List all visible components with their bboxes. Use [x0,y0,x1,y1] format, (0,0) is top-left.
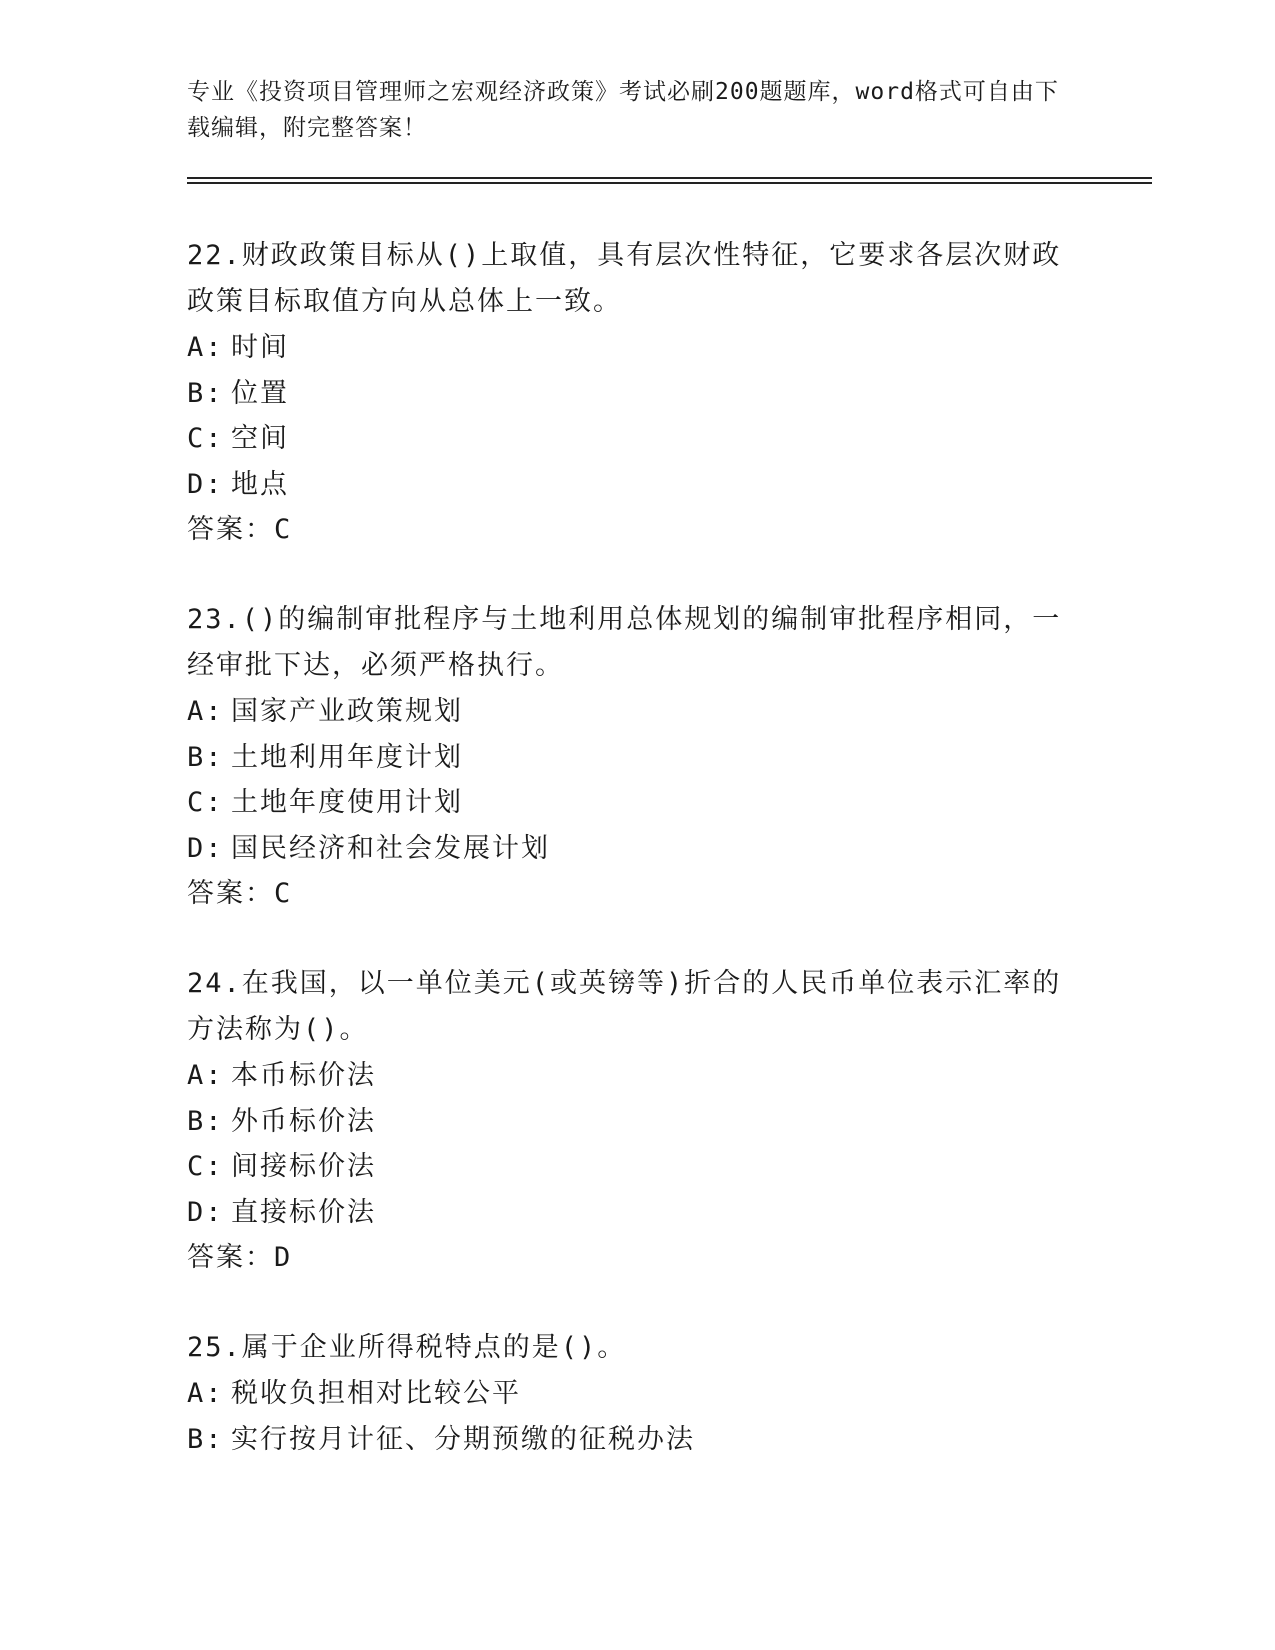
option-b [187,371,1077,417]
option-a [187,1053,1077,1099]
option-letter: A: [187,1378,224,1409]
option-text: 位置 [231,377,289,409]
question-stem: 23.()的编制审批程序与土地利用总体规划的编制审批程序相同，一经审批下达，必须严格执行。 [187,604,1062,681]
option-a [187,1371,1077,1417]
option-text: 国民经济和社会发展计划 [231,832,550,864]
question-25 [187,1325,1077,1462]
option-letter: C: [187,1151,224,1182]
option-text: 实行按月计征、分期预缴的征税办法 [231,1423,695,1455]
option-letter: A: [187,332,224,363]
option-c [187,1144,1077,1190]
answer-label: 答案： [187,878,274,909]
option-text: 直接标价法 [231,1196,376,1228]
option-a [187,325,1077,371]
option-b [187,1417,1077,1463]
question-23 [187,597,1077,917]
answer-line [187,507,1077,553]
option-letter: B: [187,1423,224,1455]
question-stem: 25.属于企业所得税特点的是()。 [187,1332,627,1363]
document-header: 专业《投资项目管理师之宏观经济政策》考试必刷200题题库，word格式可自由下载编辑，附完整答案！ [187,79,1059,141]
question-stem: 22.财政政策目标从()上取值，具有层次性特征，它要求各层次财政政策目标取值方向从总体上一致。 [187,240,1062,317]
option-text: 税收负担相对比较公平 [231,1378,521,1409]
option-letter: B: [187,1105,224,1137]
option-c [187,780,1077,826]
answer-line [187,1235,1077,1281]
option-text: 本币标价法 [231,1060,376,1091]
option-letter: B: [187,377,224,409]
option-letter: A: [187,1060,224,1091]
option-letter: D: [187,468,224,500]
option-letter: A: [187,696,224,727]
answer-label: 答案： [187,514,274,545]
option-text: 间接标价法 [231,1151,376,1182]
option-text: 国家产业政策规划 [231,696,463,727]
option-letter: D: [187,1196,224,1228]
option-b [187,735,1077,781]
answer-value: C [274,514,293,545]
option-text: 土地年度使用计划 [231,787,463,818]
option-d [187,1190,1077,1236]
answer-value: D [274,1242,293,1273]
header-divider-bottom [187,182,1152,184]
answer-label: 答案： [187,1242,274,1273]
option-d [187,462,1077,508]
option-d [187,826,1077,872]
option-letter: D: [187,832,224,864]
option-text: 地点 [231,468,289,500]
option-letter: C: [187,787,224,818]
option-letter: B: [187,741,224,773]
question-24 [187,961,1077,1281]
header-divider-top [187,177,1152,179]
option-c [187,416,1077,462]
option-text: 时间 [231,332,289,363]
question-stem: 24.在我国，以一单位美元(或英镑等)折合的人民币单位表示汇率的方法称为()。 [187,968,1062,1045]
answer-line [187,871,1077,917]
option-a [187,689,1077,735]
question-22 [187,233,1077,553]
option-text: 空间 [231,423,289,454]
answer-value: C [274,878,293,909]
option-letter: C: [187,423,224,454]
option-b [187,1099,1077,1145]
option-text: 外币标价法 [231,1105,376,1137]
option-text: 土地利用年度计划 [231,741,463,773]
